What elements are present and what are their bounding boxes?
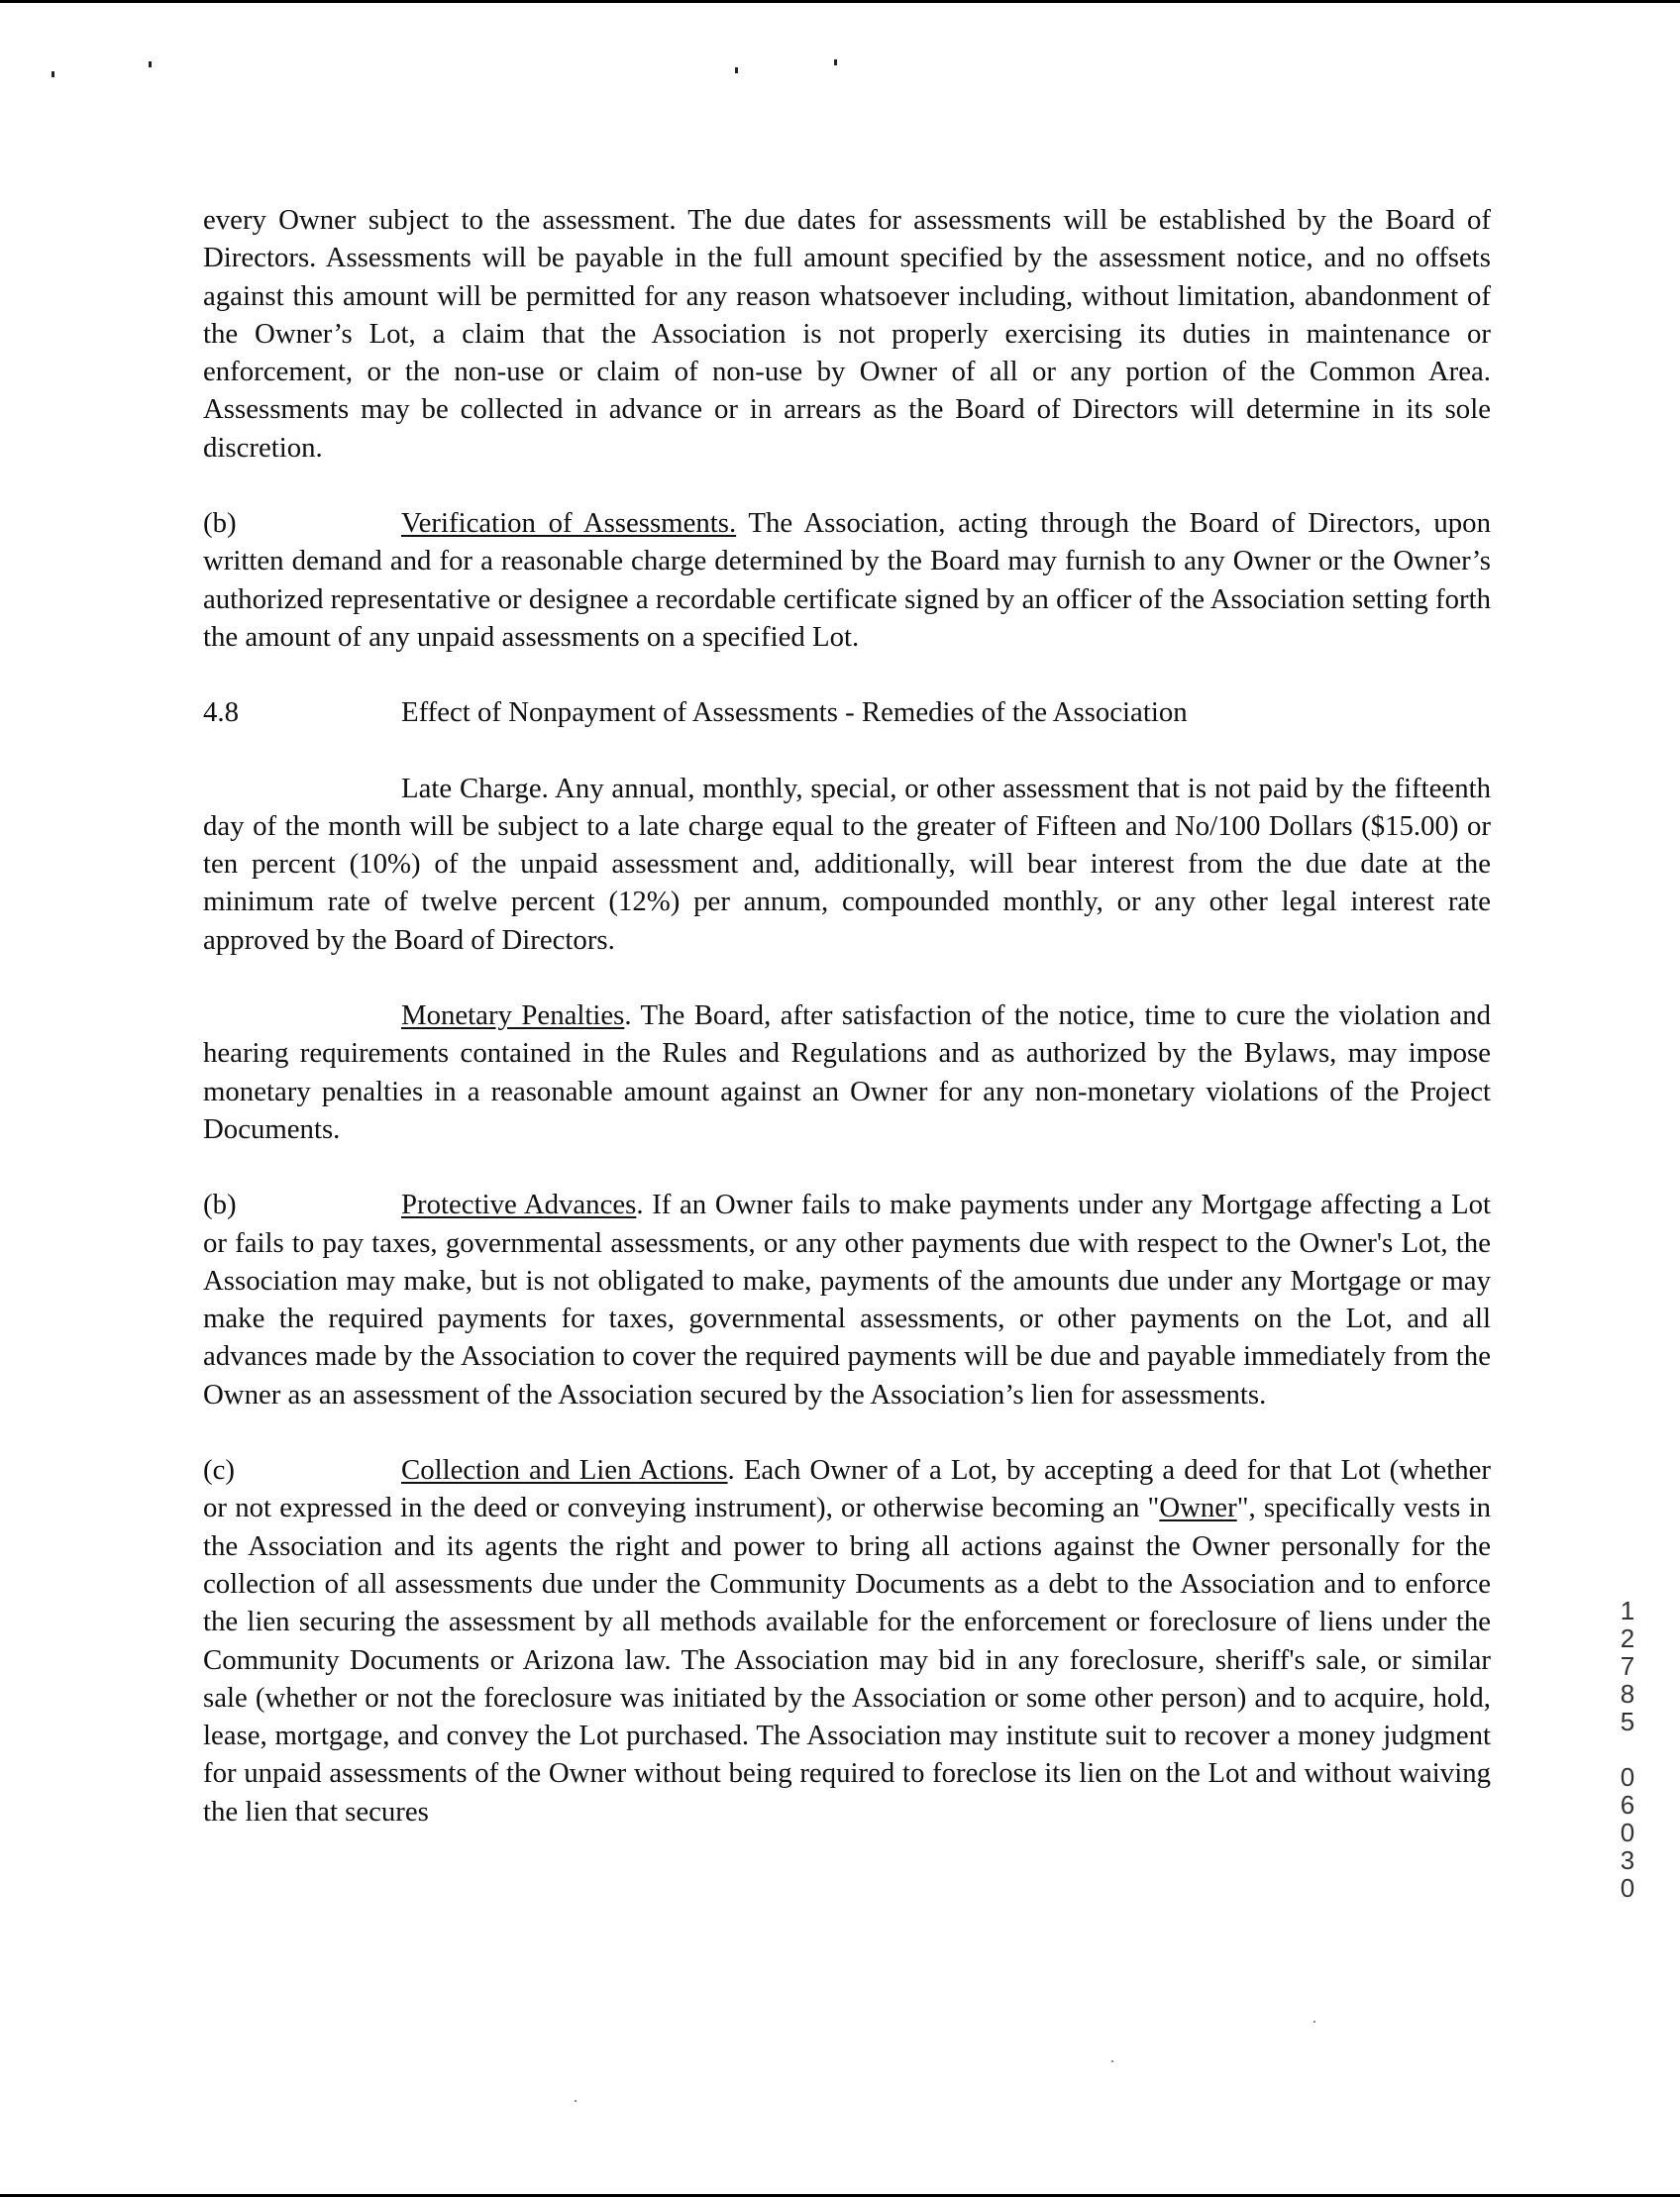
- item-label: (b): [203, 1189, 237, 1221]
- monetary-penalties-body: . The Board, after satisfaction of the notice, time to cure the violation and hearing requirements contained in the Rules and Regulations and as authorized by the Bylaws, may impose monetary penalties in a reasonable amount against an Owner for any non-monetary violations of the Project Documents.: [203, 999, 1491, 1145]
- protective-advances-body: . If an Owner fails to make payments under any Mortgage affecting a Lot or fails to pay taxes, governmental assessments, or any other payments due with respect to the Owner's Lot, the Association may make, but is not obligated to make, payments of the amounts due under any Mortgage or may make the required payments for taxes, governmental assessments, or other payments on the Lot, and all advances made by the Association to cover the required payments will be due and payable immediately from the Owner as an assessment of the Association secured by the Association’s lien for assessments.: [203, 1189, 1492, 1411]
- stamp-spacer: [1613, 1735, 1642, 1763]
- owner-term: Owner: [1159, 1492, 1237, 1524]
- recording-stamp: [1613, 1597, 1642, 1902]
- verification-paragraph: [203, 504, 1491, 656]
- section-heading: [203, 693, 1491, 731]
- stamp-digit: 0: [1620, 1818, 1635, 1847]
- stamp-digit: 2: [1620, 1623, 1635, 1653]
- stamp-digit: 0: [1620, 1762, 1635, 1792]
- protective-advances-title: Protective Advances: [401, 1189, 637, 1221]
- collection-body-a: . Each Owner of a Lot, by accepting a deed for that Lot (whether or not expressed in the deed or conveying instrument), or otherwise becoming an ": [203, 1454, 1491, 1524]
- verification-title: Verification of Assessments.: [401, 507, 737, 540]
- scan-speck: [575, 2100, 577, 2102]
- section-number: 4.8: [203, 696, 239, 729]
- scan-speck: [149, 61, 152, 67]
- item-label: (b): [203, 507, 237, 540]
- section-title: Effect of Nonpayment of Assessments - Remedies of the Association: [401, 696, 1188, 729]
- late-charge-paragraph: [203, 770, 1491, 959]
- monetary-penalties-title: Monetary Penalties: [401, 999, 625, 1032]
- late-charge-body: Any annual, monthly, special, or other assessment that is not paid by the fifteenth day of the month will be subject to a late charge equal to the greater of Fifteen and No/100 Dollars ($15.00) or ten percent (10%) of the unpaid assessment and, additionally, will bear interest from the due date at the minimum rate of twelve percent (12%) per annum, compounded monthly, or any other legal interest rate approved by the Board of Directors.: [203, 772, 1491, 956]
- assessment-paragraph: every Owner subject to the assessment. The due dates for assessments will be established by the Board of Directors. Assessments will be payable in the full amount specified by the assessment notice, and no offsets against this amount will be permitted for any reason whatsoever including, without limitation, abandonment of the Owner’s Lot, a claim that the Association is not properly exercising its duties in maintenance or enforcement, or the non-use or claim of non-use by Owner of all or any portion of the Common Area. Assessments may be collected in advance or in arrears as the Board of Directors will determine in its sole discretion.: [203, 204, 1491, 464]
- document-body: [203, 201, 1491, 1831]
- late-charge-title: Late Charge.: [401, 772, 549, 804]
- scan-speck: [834, 59, 837, 65]
- protective-advances-paragraph: [203, 1186, 1491, 1413]
- stamp-digit: 0: [1620, 1873, 1635, 1903]
- collection-title: Collection and Lien Actions: [401, 1454, 728, 1487]
- scan-speck: [52, 71, 54, 77]
- collection-body-b: ", specifically vests in the Association and its agents the right and power to bring all actions against the Owner personally for the collection of all assessments due under the Community Documents as a debt to the Association and to enforce the lien securing the assessment by all methods available for the enforcement or foreclosure of liens under the Community Documents or Arizona law. The Association may bid in any foreclosure, sheriff's sale, or similar sale (whether or not the foreclosure was initiated by the Association or some other person) and to acquire, hold, lease, mortgage, and convey the Lot purchased. The Association may institute suit to recover a money judgment for unpaid assessments of the Owner without being required to foreclose its lien on the Lot and without waiving the lien that secures: [203, 1492, 1491, 1828]
- monetary-penalties-paragraph: [203, 996, 1491, 1148]
- stamp-digit: 3: [1620, 1845, 1635, 1875]
- stamp-digit: 7: [1620, 1651, 1635, 1681]
- stamp-digits: [1613, 1597, 1642, 1902]
- item-label: (c): [203, 1454, 235, 1487]
- top-border: [0, 0, 1680, 3]
- stamp-digit: 1: [1620, 1596, 1635, 1625]
- collection-paragraph: [203, 1451, 1491, 1831]
- verification-body: The Association, acting through the Board of Directors, upon written demand and for a reasonable charge determined by the Board may furnish to any Owner or the Owner’s authorized representative or designee a recordable certificate signed by an officer of the Association setting forth the amount of any unpaid assessments on a specified Lot.: [203, 507, 1491, 653]
- scan-speck: [1111, 2060, 1113, 2062]
- stamp-digit: 8: [1620, 1679, 1635, 1709]
- stamp-digit: 6: [1620, 1790, 1635, 1820]
- stamp-digit: 5: [1620, 1707, 1635, 1736]
- scan-speck: [735, 67, 738, 73]
- scan-speck: [1313, 2021, 1315, 2023]
